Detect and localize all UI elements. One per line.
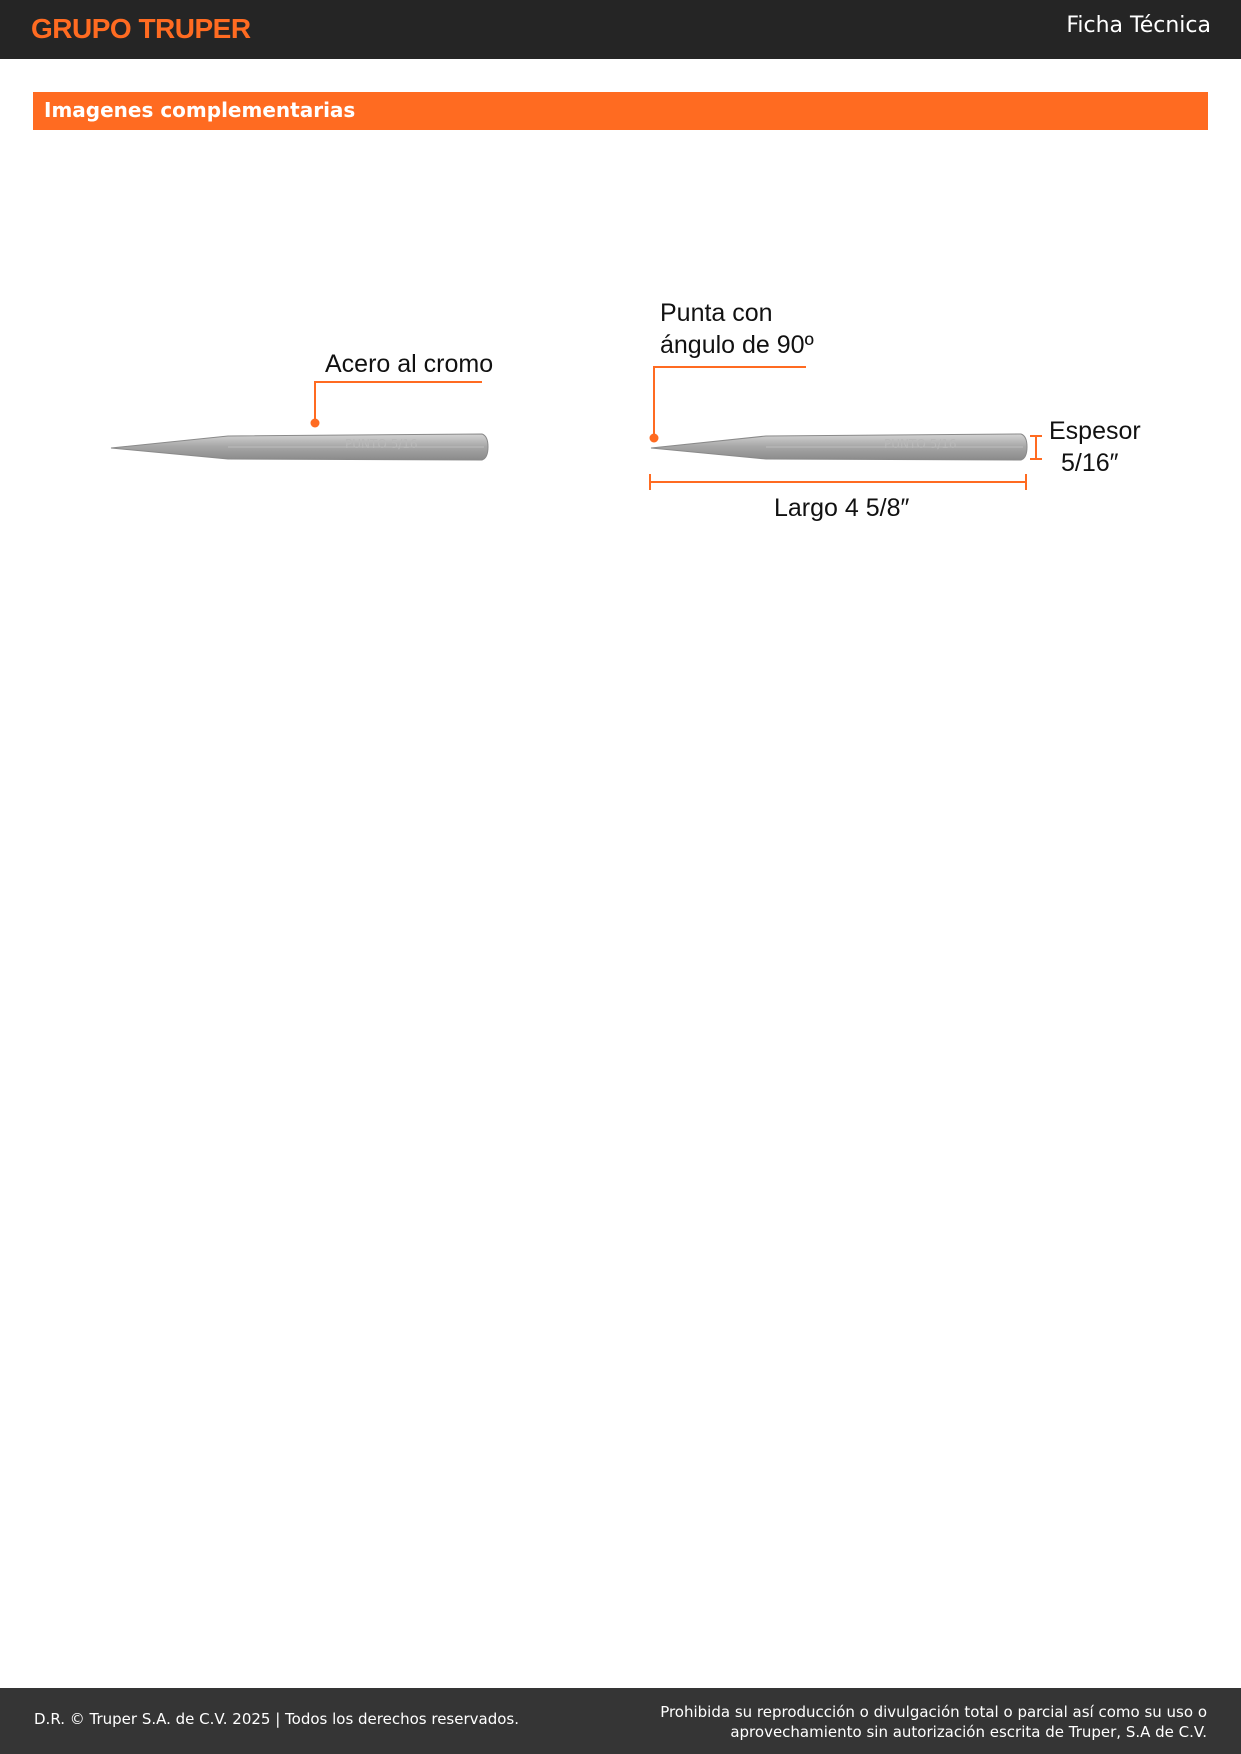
- length-label: Largo 4 5/8″: [774, 494, 910, 522]
- center-punch-dimension-image: [0, 0, 1241, 600]
- tip-callout-line2: ángulo de 90º: [660, 331, 814, 359]
- thickness-label-line2: 5/16″: [1061, 449, 1119, 477]
- truper-logo: GRUPO TRUPER: [31, 13, 251, 44]
- material-callout-label: Acero al cromo: [325, 350, 494, 378]
- page-footer: [0, 1688, 1241, 1754]
- copyright-text: D.R. © Truper S.A. de C.V. 2025 | Todos los derechos reservados.: [34, 1710, 519, 1728]
- punch-engraving: PUNTO 5/16: [345, 437, 418, 451]
- section-title: Imagenes complementarias: [44, 98, 356, 122]
- tip-callout-dot: [650, 434, 659, 443]
- legal-notice: Prohibida su reproducción o divulgación total o parcial así como su uso o aprovechamiento sin autorización escrita de Truper, S.A de C.V.: [660, 1703, 1207, 1741]
- thickness-label-line1: Espesor: [1049, 417, 1141, 445]
- document-title: Ficha Técnica: [1066, 13, 1211, 38]
- punch-engraving: PUNTO 5/16: [884, 437, 957, 451]
- tip-callout-line1: Punta con: [660, 299, 773, 327]
